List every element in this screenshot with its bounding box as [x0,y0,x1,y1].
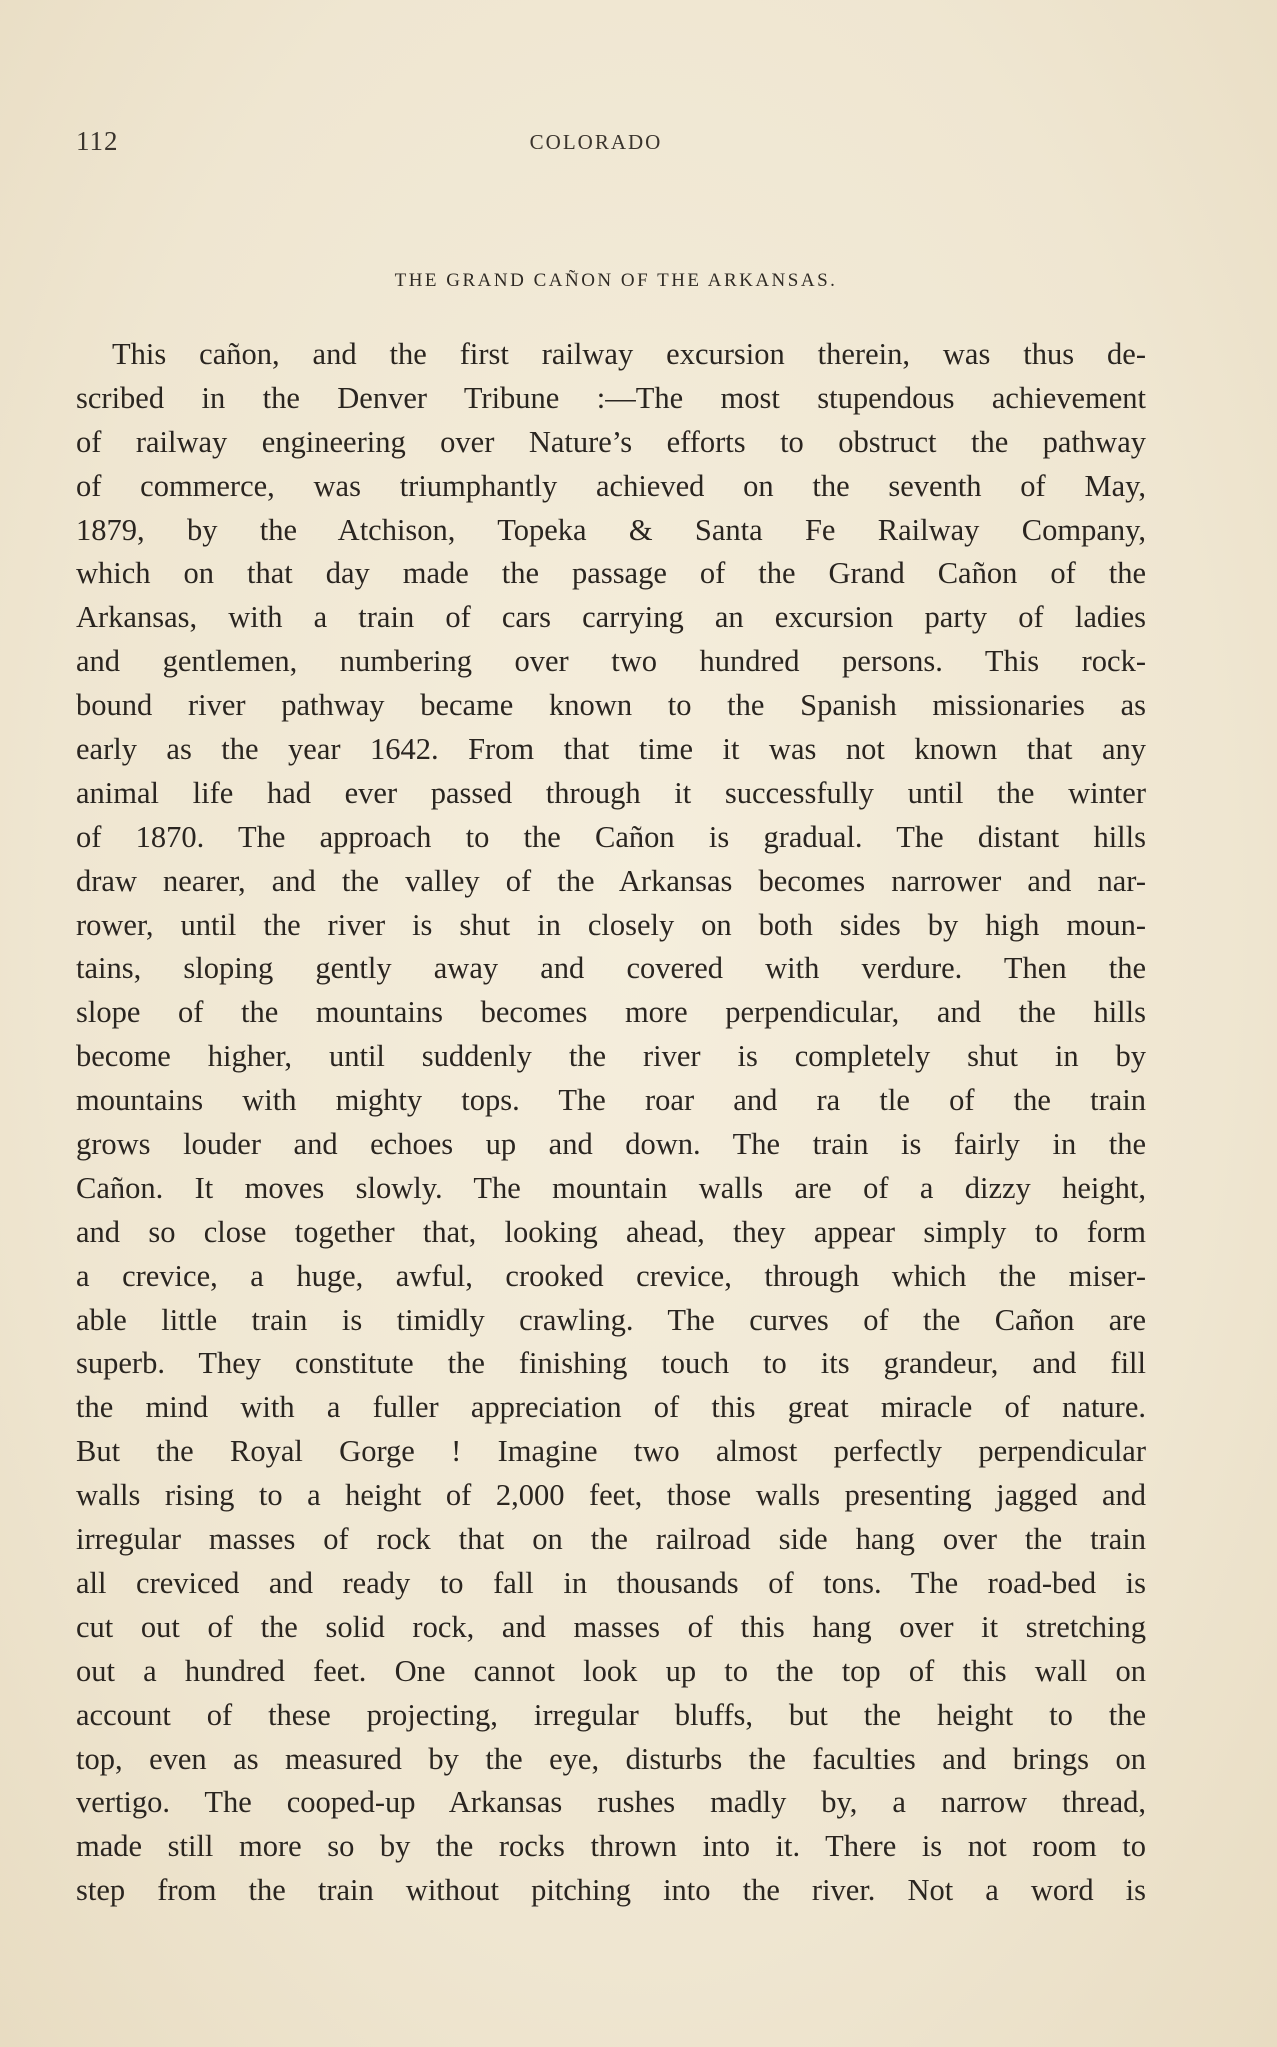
text-line: cut out of the solid rock, and masses of this hang over it stretching [76,1609,1146,1644]
text-line: the mind with a fuller appreciation of this great miracle of nature. [76,1390,1146,1425]
text-line: Cañon. It moves slowly. The mountain walls are of a dizzy height, [76,1170,1146,1205]
text-line: able little train is timidly crawling. The curves of the Cañon are [76,1302,1146,1337]
text-line: Arkansas, with a train of cars carrying an excursion party of ladies [76,600,1146,635]
text-line: become higher, until suddenly the river is completely shut in by [76,1039,1146,1074]
text-line: and so close together that, looking ahead, they appear simply to form [76,1214,1146,1249]
text-line: walls rising to a height of 2,000 feet, those walls presenting jagged and [76,1478,1146,1513]
text-line: irregular masses of rock that on the railroad side hang over the train [76,1522,1146,1557]
text-line: bound river pathway became known to the Spanish missionaries as [76,688,1146,723]
text-line: scribed in the Denver Tribune :—The most stupendous achievement [76,380,1146,415]
text-line: of commerce, was triumphantly achieved on the seventh of May, [76,468,1146,503]
section-heading: THE GRAND CAÑON OF THE ARKANSAS. [394,270,838,291]
text-line: mountains with mighty tops. The roar and ra tle of the train [76,1083,1146,1118]
text-line: made still more so by the rocks thrown into it. There is not room to [76,1829,1146,1864]
body-paragraph [76,333,1146,1913]
text-line: grows louder and echoes up and down. The train is fairly in the [76,1127,1146,1162]
text-line: slope of the mountains becomes more perpendicular, and the hills [76,995,1146,1030]
text-line: of 1870. The approach to the Cañon is gradual. The distant hills [76,819,1146,854]
text-line: This cañon, and the first railway excursion therein, was thus de- [112,337,1146,371]
text-line: tains, sloping gently away and covered with verdure. Then the [76,951,1146,986]
text-line: step from the train without pitching into the river. Not a word is [76,1873,1146,1908]
text-line: a crevice, a huge, awful, crooked crevice, through which the miser- [76,1258,1146,1293]
text-line: early as the year 1642. From that time it was not known that any [76,732,1146,767]
text-line: But the Royal Gorge ! Imagine two almost perfectly perpendicular [76,1434,1146,1469]
text-line: superb. They constitute the finishing touch to its grandeur, and fill [76,1346,1146,1381]
text-line: and gentlemen, numbering over two hundred persons. This rock- [76,644,1146,679]
text-line: which on that day made the passage of the Grand Cañon of the [76,556,1146,591]
running-head [76,126,1156,166]
page-number: 112 [76,126,119,156]
text-line: all creviced and ready to fall in thousands of tons. The road-bed is [76,1565,1146,1600]
text-line: of railway engineering over Nature’s efforts to obstruct the pathway [76,424,1146,459]
running-title: COLORADO [529,130,663,154]
text-line: top, even as measured by the eye, disturbs the faculties and brings on [76,1741,1146,1776]
text-line: account of these projecting, irregular bluffs, but the height to the [76,1697,1146,1732]
text-line: draw nearer, and the valley of the Arkansas becomes narrower and nar- [76,863,1146,898]
text-line: 1879, by the Atchison, Topeka & Santa Fe Railway Company, [76,512,1146,547]
text-line: out a hundred feet. One cannot look up to the top of this wall on [76,1653,1146,1688]
text-line: animal life had ever passed through it successfully until the winter [76,775,1146,810]
text-line: vertigo. The cooped-up Arkansas rushes madly by, a narrow thread, [76,1785,1146,1820]
text-line: rower, until the river is shut in closely on both sides by high moun- [76,907,1146,942]
